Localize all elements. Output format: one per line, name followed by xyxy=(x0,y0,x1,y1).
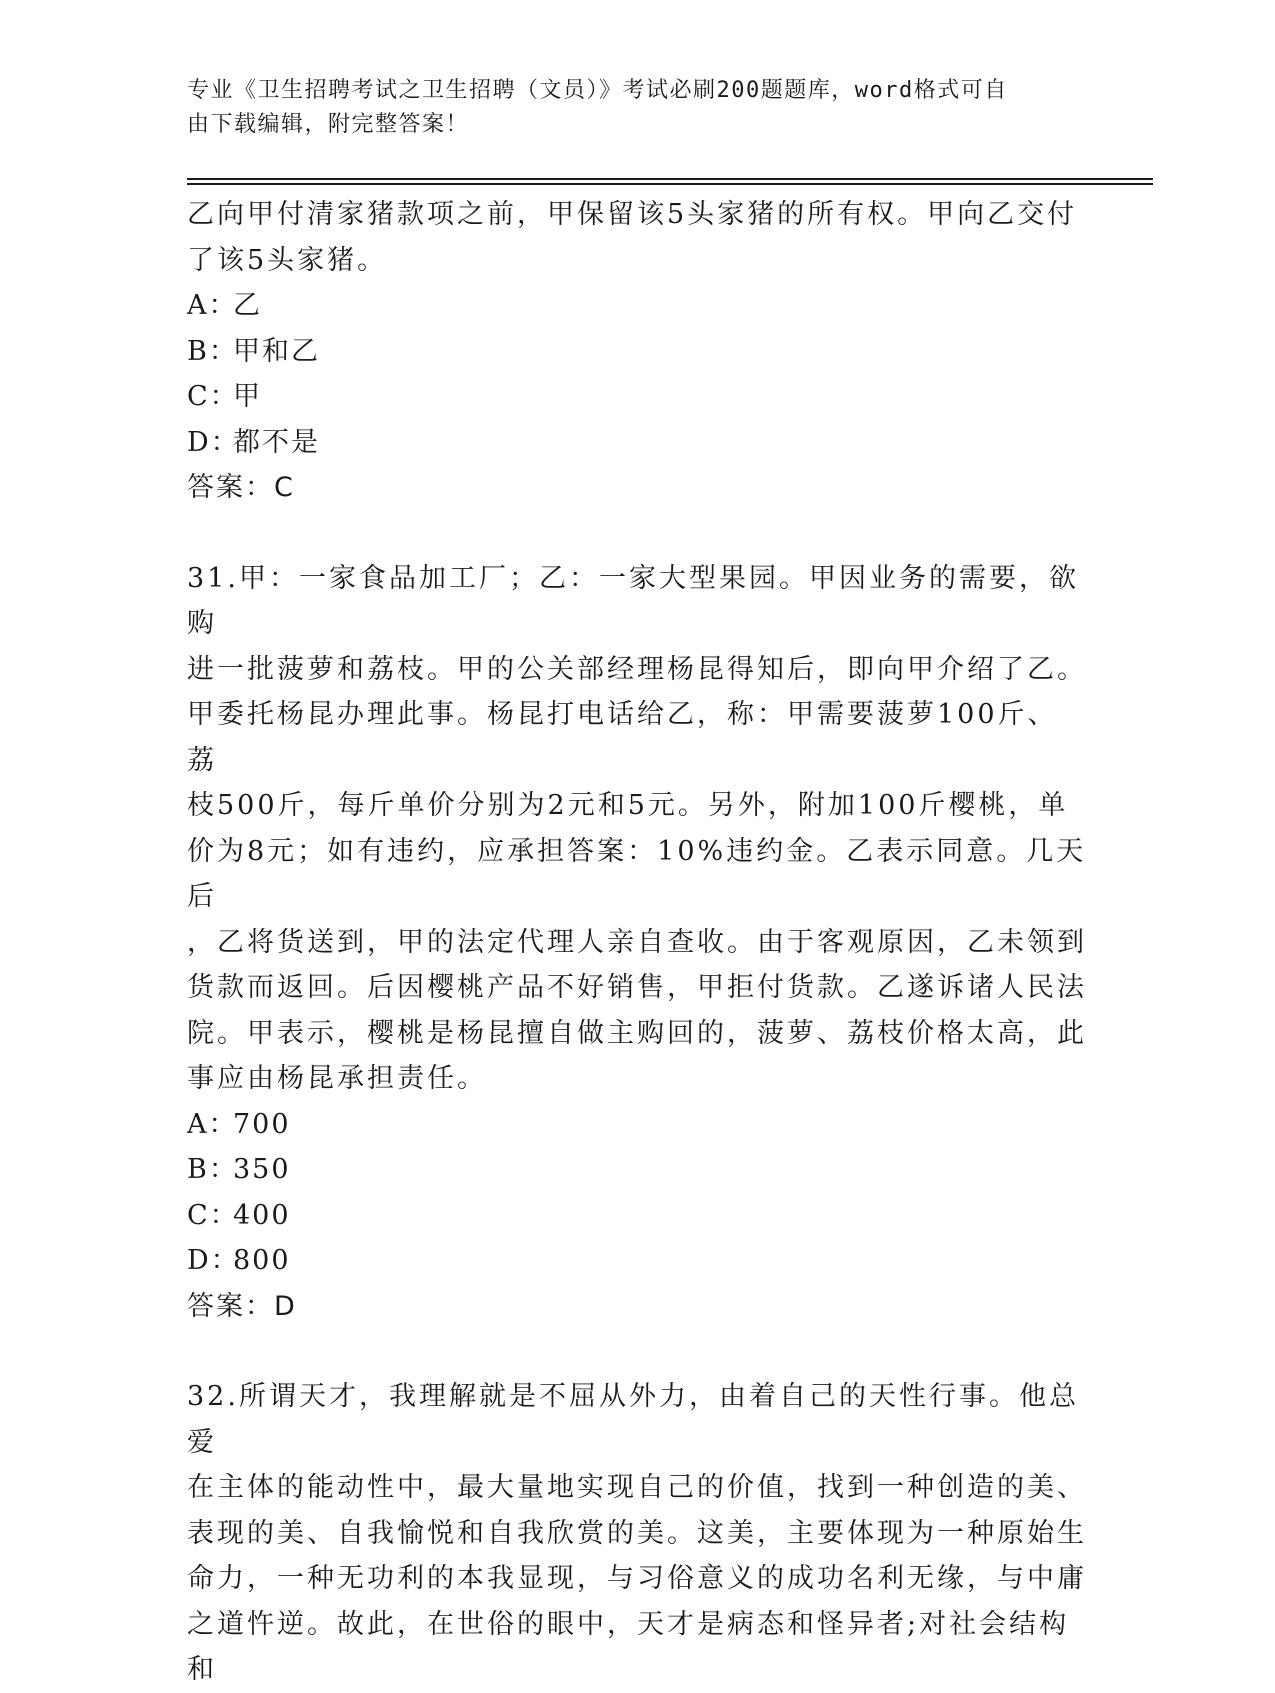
question-block xyxy=(187,192,1087,511)
question-text-line: 31.甲：一家食品加工厂；乙：一家大型果园。甲因业务的需要，欲购 xyxy=(187,562,1079,639)
question-text-line: 事应由杨昆承担责任。 xyxy=(187,1063,487,1094)
question-text-line: 命力，一种无功利的本我显现，与习俗意义的成功名利无缘，与中庸 xyxy=(187,1563,1087,1594)
option-a: A：乙 xyxy=(187,290,262,321)
question-text-line: 乙向甲付清家猪款项之前，甲保留该5头家猪的所有权。甲向乙交付 xyxy=(187,199,1078,230)
option-c: C：400 xyxy=(187,1199,291,1231)
question-text-line: 之道忤逆。故此，在世俗的眼中，天才是病态和怪异者;对社会结构和 xyxy=(187,1608,1070,1685)
option-d: D：都不是 xyxy=(187,426,320,458)
question-block xyxy=(187,1374,1087,1693)
document-body xyxy=(187,192,1087,1693)
option-b: B：350 xyxy=(187,1154,291,1185)
question-text-line: 货款而返回。后因樱桃产品不好销售，甲拒付货款。乙遂诉诸人民法 xyxy=(187,972,1087,1003)
option-c: C：甲 xyxy=(187,381,262,412)
header-title-line-2: 由下载编辑，附完整答案！ xyxy=(187,112,470,137)
question-text-line: ，乙将货送到，甲的法定代理人亲自查收。由于客观原因，乙未领到 xyxy=(187,926,1087,958)
header-divider-bottom xyxy=(187,183,1153,185)
option-d: D：800 xyxy=(187,1245,291,1276)
question-text-line: 价为8元；如有违约，应承担答案：10%违约金。乙表示同意。几天后 xyxy=(187,835,1087,912)
question-text-line: 表现的美、自我愉悦和自我欣赏的美。这美，主要体现为一种原始生 xyxy=(187,1517,1087,1549)
option-b: B：甲和乙 xyxy=(187,335,320,367)
header-divider-top xyxy=(187,178,1153,180)
document-header xyxy=(187,74,1067,142)
answer-line: 答案：C xyxy=(187,472,295,503)
answer-line: 答案：D xyxy=(187,1290,297,1322)
question-text-line: 枝500斤，每斤单价分别为2元和5元。另外，附加100斤樱桃，单 xyxy=(187,790,1069,821)
question-text-line: 在主体的能动性中，最大量地实现自己的价值，找到一种创造的美、 xyxy=(187,1472,1087,1503)
question-text-line: 了该5头家猪。 xyxy=(187,244,388,276)
question-text-line: 进一批菠萝和荔枝。甲的公关部经理杨昆得知后，即向甲介绍了乙。 xyxy=(187,653,1087,685)
question-text-line: 院。甲表示，樱桃是杨昆擅自做主购回的，菠萝、荔枝价格太高，此 xyxy=(187,1017,1087,1049)
question-text-line: 32.所谓天才，我理解就是不屈从外力，由着自己的天性行事。他总爱 xyxy=(187,1381,1079,1458)
question-text-line: 甲委托杨昆办理此事。杨昆打电话给乙，称：甲需要菠萝100斤、荔 xyxy=(187,699,1058,776)
option-a: A：700 xyxy=(187,1108,291,1140)
header-title-line-1: 专业《卫生招聘考试之卫生招聘（文员）》考试必刷200题题库，word格式可自 xyxy=(187,78,1008,103)
question-block xyxy=(187,556,1087,1330)
